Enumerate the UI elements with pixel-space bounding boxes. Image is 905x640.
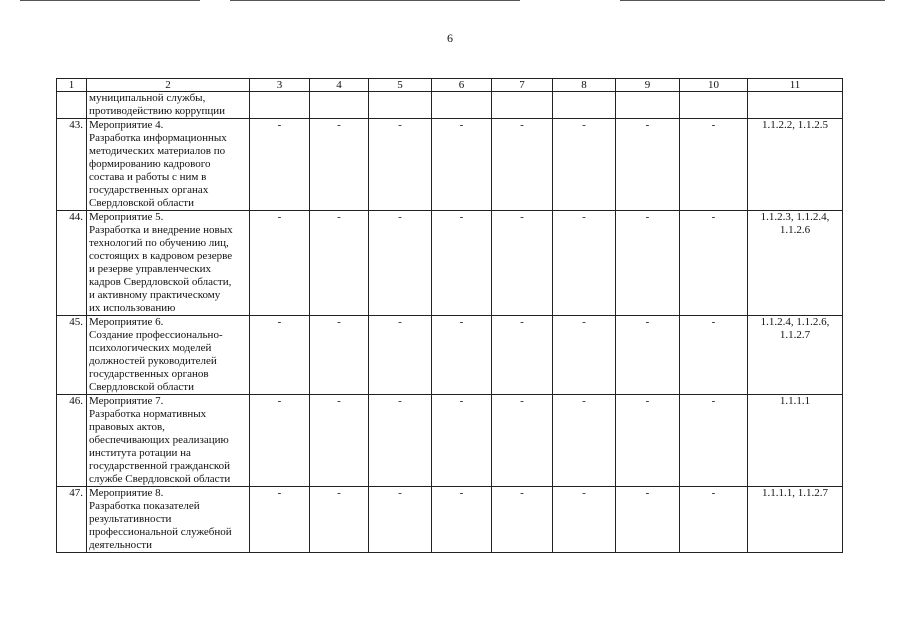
activity-name: Мероприятие 5. Разработка и внедрение новых технологий по обучению лиц, состоящих в кадровом резерве и резерве управленческих кадров Свердловской области, и активному практическому их использованию xyxy=(89,211,233,314)
value-cell: - xyxy=(250,395,310,487)
activity-name-cell xyxy=(87,395,250,487)
table-row xyxy=(57,316,843,395)
value-cell: - xyxy=(680,211,748,316)
empty-cell xyxy=(432,92,492,119)
header-cell: 1 xyxy=(57,79,87,92)
value-cell: - xyxy=(250,119,310,211)
value-cell: - xyxy=(432,487,492,553)
value-cell: - xyxy=(680,119,748,211)
target-refs-cell xyxy=(748,395,843,487)
empty-cell xyxy=(680,92,748,119)
target-refs: 1.1.1.1, 1.1.2.7 xyxy=(762,487,828,499)
target-refs: 1.1.2.3, 1.1.2.4, 1.1.2.6 xyxy=(760,211,830,236)
empty-cell xyxy=(553,92,616,119)
row-number: 43. xyxy=(57,119,87,211)
activity-name-cell xyxy=(87,211,250,316)
header-row xyxy=(57,79,843,92)
value-cell: - xyxy=(492,211,553,316)
top-rule-left xyxy=(20,0,200,1)
value-cell: - xyxy=(553,395,616,487)
header-cell: 11 xyxy=(748,79,843,92)
continuation-row xyxy=(57,92,843,119)
value-cell: - xyxy=(310,211,369,316)
value-cell: - xyxy=(492,487,553,553)
activities-table xyxy=(56,78,843,553)
empty-cell xyxy=(369,92,432,119)
row-number: 46. xyxy=(57,395,87,487)
value-cell: - xyxy=(310,395,369,487)
value-cell: - xyxy=(616,119,680,211)
continuation-text: муниципальной службы, противодействию коррупции xyxy=(89,92,226,117)
header-cell: 8 xyxy=(553,79,616,92)
activity-name: Мероприятие 7. Разработка нормативных правовых актов, обеспечивающих реализацию института ротации на государственной гражданской службе Свердловской области xyxy=(89,395,231,485)
value-cell: - xyxy=(492,316,553,395)
value-cell: - xyxy=(310,487,369,553)
value-cell: - xyxy=(553,316,616,395)
value-cell: - xyxy=(310,119,369,211)
activity-name: Мероприятие 6. Создание профессионально- психологических моделей должностей руководителей государственных органов Свердловской области xyxy=(89,316,223,393)
value-cell: - xyxy=(369,487,432,553)
value-cell: - xyxy=(369,211,432,316)
target-refs-cell xyxy=(748,316,843,395)
continuation-num-cell xyxy=(57,92,87,119)
activity-rows xyxy=(57,119,843,553)
empty-cell xyxy=(492,92,553,119)
header-cell: 6 xyxy=(432,79,492,92)
value-cell: - xyxy=(616,316,680,395)
value-cell: - xyxy=(680,487,748,553)
target-refs-cell xyxy=(748,119,843,211)
value-cell: - xyxy=(369,316,432,395)
continuation-name-cell xyxy=(87,92,250,119)
value-cell: - xyxy=(616,211,680,316)
table-row xyxy=(57,395,843,487)
value-cell: - xyxy=(553,487,616,553)
value-cell: - xyxy=(616,395,680,487)
value-cell: - xyxy=(680,316,748,395)
header-cell: 5 xyxy=(369,79,432,92)
value-cell: - xyxy=(250,211,310,316)
target-refs: 1.1.2.2, 1.1.2.5 xyxy=(762,119,828,131)
top-rule-right xyxy=(620,0,885,1)
header-cell: 3 xyxy=(250,79,310,92)
header-cell: 7 xyxy=(492,79,553,92)
activity-name: Мероприятие 8. Разработка показателей результативности профессиональной служебной деятельности xyxy=(89,487,232,551)
value-cell: - xyxy=(310,316,369,395)
table-row xyxy=(57,211,843,316)
value-cell: - xyxy=(250,487,310,553)
table-row xyxy=(57,487,843,553)
value-cell: - xyxy=(369,395,432,487)
value-cell: - xyxy=(432,119,492,211)
target-refs-cell xyxy=(748,211,843,316)
header-cell: 4 xyxy=(310,79,369,92)
top-rule-middle xyxy=(230,0,520,1)
table-row xyxy=(57,119,843,211)
value-cell: - xyxy=(250,316,310,395)
empty-cell xyxy=(748,92,843,119)
header-cell: 9 xyxy=(616,79,680,92)
activity-name-cell xyxy=(87,316,250,395)
row-number: 47. xyxy=(57,487,87,553)
target-refs: 1.1.2.4, 1.1.2.6, 1.1.2.7 xyxy=(760,316,830,341)
activity-name: Мероприятие 4. Разработка информационных методических материалов по формированию кадрового состава и работы с ним в государственных органах Свердловской области xyxy=(89,119,227,209)
empty-cell xyxy=(250,92,310,119)
value-cell: - xyxy=(616,487,680,553)
value-cell: - xyxy=(432,211,492,316)
header-cell: 10 xyxy=(680,79,748,92)
value-cell: - xyxy=(369,119,432,211)
target-refs: 1.1.1.1 xyxy=(779,395,811,407)
activity-name-cell xyxy=(87,119,250,211)
value-cell: - xyxy=(492,395,553,487)
value-cell: - xyxy=(680,395,748,487)
page-number: 6 xyxy=(447,31,453,45)
empty-cell xyxy=(616,92,680,119)
row-number: 45. xyxy=(57,316,87,395)
target-refs-cell xyxy=(748,487,843,553)
header-cell: 2 xyxy=(87,79,250,92)
value-cell: - xyxy=(432,316,492,395)
activity-name-cell xyxy=(87,487,250,553)
value-cell: - xyxy=(492,119,553,211)
value-cell: - xyxy=(553,211,616,316)
row-number: 44. xyxy=(57,211,87,316)
value-cell: - xyxy=(553,119,616,211)
empty-cell xyxy=(310,92,369,119)
value-cell: - xyxy=(432,395,492,487)
